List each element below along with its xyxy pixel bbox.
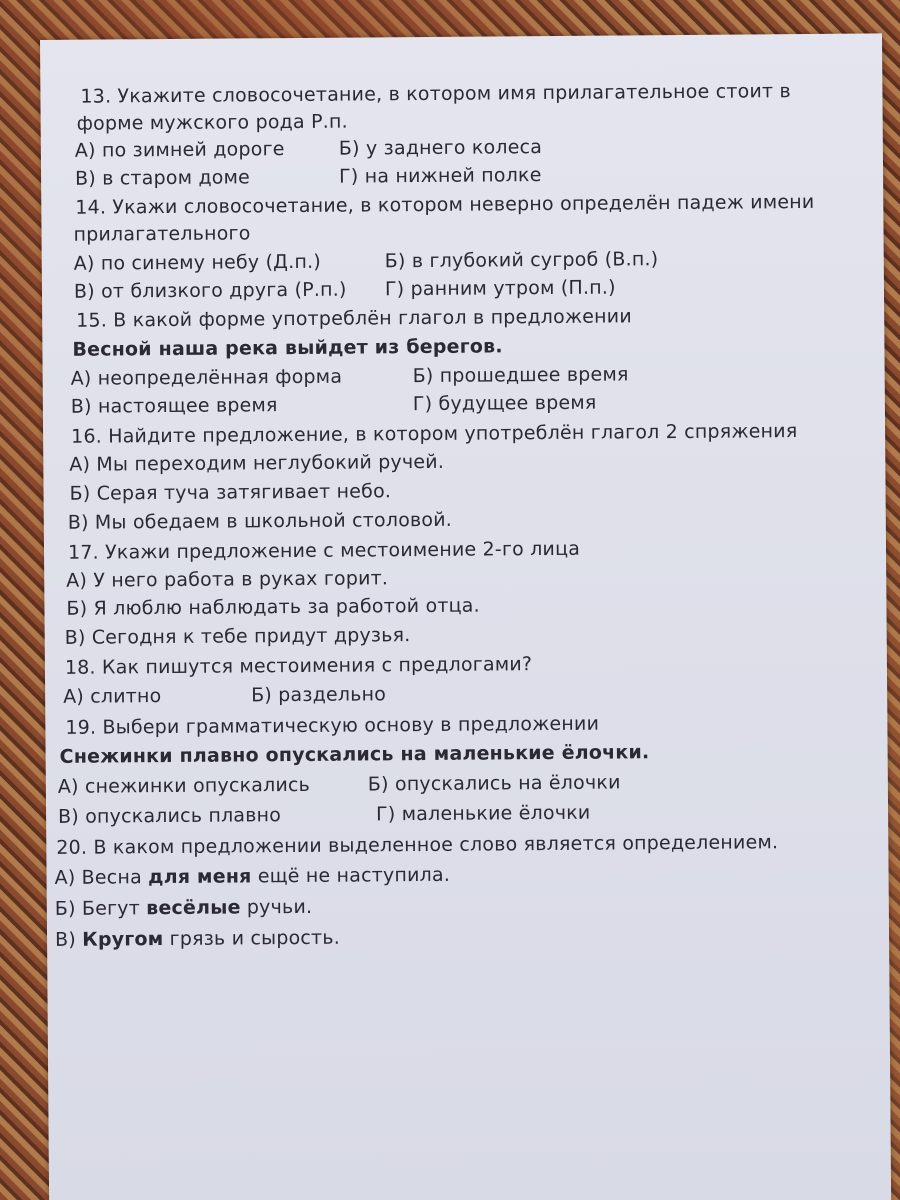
q14-option-a: А) по синему небу (Д.п.) <box>73 250 321 275</box>
q13-text: 13. Укажите словосочетание, в котором имя прилагательное стоит в <box>80 80 791 108</box>
q13-option-b: Б) у заднего колеса <box>338 136 543 160</box>
q16-text: 16. Найдите предложение, в котором употреблён глагол 2 спряжения <box>71 420 798 448</box>
q20-option-b-end: ручьи. <box>240 895 313 919</box>
q20-option-c-highlight: Кругом <box>82 928 164 951</box>
q20-option-a-highlight: для меня <box>148 865 252 889</box>
q15-option-a: А) неопределённая форма <box>70 365 343 390</box>
paper-sheet <box>40 33 891 1200</box>
q20-option-a <box>54 864 450 889</box>
q20-option-a-start: А) Весна <box>54 866 149 889</box>
q16-option-a: А) Мы переходим неглубокий ручей. <box>69 450 445 476</box>
q14-option-c: В) от близкого друга (Р.п.) <box>73 278 347 303</box>
q14-text: 14. Укажи словосочетание, в котором неверно определён падеж имени <box>75 190 815 219</box>
q16-option-b: Б) Серая туча затягивает небо. <box>69 480 392 505</box>
q19-option-c: В) опускались плавно <box>58 804 282 828</box>
q20-option-c-start: В) <box>54 928 83 951</box>
q18-option-a: А) слитно <box>63 685 162 708</box>
q19-sentence: Снежинки плавно опускались на маленькие ёлочки. <box>59 741 650 768</box>
q17-option-b: Б) Я люблю наблюдать за работой отца. <box>66 594 480 620</box>
q14-option-b: Б) в глубокий сугроб (В.п.) <box>384 248 659 273</box>
q19-option-d: Г) маленькие ёлочки <box>376 801 591 826</box>
q17-option-c: В) Сегодня к тебе придут друзья. <box>64 624 411 649</box>
q19-text: 19. Выбери грамматическую основу в предложении <box>65 712 600 739</box>
q15-option-c: В) настоящее время <box>70 394 278 418</box>
q20-option-c-end: грязь и сырость. <box>163 926 341 951</box>
q13-option-c: В) в старом доме <box>75 166 251 190</box>
q19-option-b: Б) опускались на ёлочки <box>367 771 621 796</box>
q15-option-d: Г) будущее время <box>412 391 597 416</box>
q20-option-a-end: ещё не наступила. <box>251 863 451 888</box>
q16-option-c: В) Мы обедаем в школьной столовой. <box>67 508 453 534</box>
q18-text: 18. Как пишутся местоимения с предлогами? <box>64 653 533 679</box>
q13-text-cont: форме мужского рода Р.п. <box>76 110 348 135</box>
worksheet-content <box>40 33 891 1200</box>
q18-option-b: Б) раздельно <box>251 683 387 707</box>
q13-option-d: Г) на нижней полке <box>338 164 542 188</box>
q15-text: 15. В какой форме употреблён глагол в предложении <box>76 305 632 332</box>
q13-option-a: А) по зимней дороге <box>74 138 285 162</box>
q14-option-d: Г) ранним утром (П.п.) <box>384 276 616 301</box>
q14-text-cont: прилагательного <box>73 222 251 246</box>
q20-option-c <box>55 927 340 951</box>
q20-option-b-start: Б) Бегут <box>54 897 147 920</box>
q20-option-b-highlight: весёлые <box>146 896 241 920</box>
q19-option-a: А) снежинки опускались <box>57 773 311 798</box>
q17-option-a: А) У него работа в руках горит. <box>66 567 389 592</box>
q20-option-b <box>55 896 313 920</box>
q20-text: 20. В каком предложении выделенное слово является определением. <box>56 831 779 859</box>
q15-sentence: Весной наша река выйдет из берегов. <box>72 335 503 361</box>
q17-text: 17. Укажи предложение с местоимение 2-го лица <box>67 537 581 564</box>
q15-option-b: Б) прошедшее время <box>412 363 629 388</box>
